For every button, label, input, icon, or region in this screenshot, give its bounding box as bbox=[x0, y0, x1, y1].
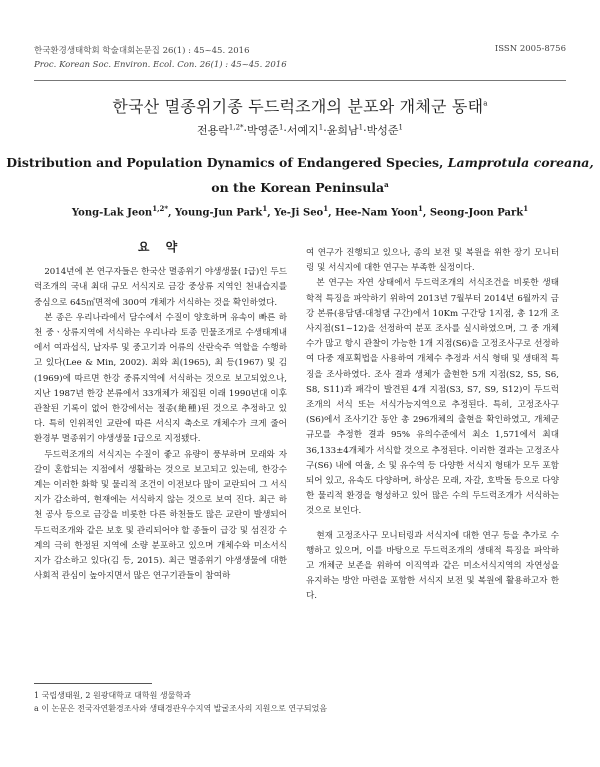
title-english-main: Distribution and Population Dynamics of Endangered Species, bbox=[6, 155, 444, 170]
footnote-funding: a 이 논문은 전국자연환경조사와 생태경관우수지역 발굴조사의 지원으로 연구되었음 bbox=[34, 704, 328, 713]
author-kr: 전용락 bbox=[197, 124, 229, 137]
abstract-paragraph: 본 종은 우리나라에서 담수에서 수질이 양호하며 유속이 빠른 하천 중ㆍ상류지역에 서식하는 우리나라 토종 민물조개로 수생태계내에서 여과섭식, 납자루 및 중고기과 어류의 산란숙주 역할을 수행하고 있다(Lee & Min, 2002). 최와 최(1965), 최 등(1967) 및 김(1969)에 따르면 한강 중류지역에 서식하는 것으로 보고되었으나, 지난 1987년 한강 본류에서 33개체가 채집된 이래 1990년대 이후 관찰된 기록이 없어 한강에서는 절종(絶種)된 것으로 추정하고 있다. 특히 인위적인 교란에 따른 서식지 축소로 개체수가 크게 줄어 환경부 멸종위기 야생생물 Ⅰ급으로 지정됐다. bbox=[34, 312, 287, 445]
author-kr: 서예지 bbox=[286, 124, 319, 137]
author-en-affil: 1,2* bbox=[152, 204, 169, 213]
title-korean bbox=[0, 94, 600, 117]
author-en-affil: 1 bbox=[417, 204, 423, 213]
author-en-affil: 1 bbox=[323, 204, 329, 213]
abstract-paragraph: 두드럭조개의 서식지는 수질이 좋고 유량이 풍부하며 모래와 자갈이 혼합되는 지점에서 생활하는 것으로 보고되고 있는데, 한강수계는 이러한 화학 및 물리적 조건이 이전보다 많이 교란되어 그 서식지가 감소하여, 현재에는 서식하지 않는 것으로 보여 진다. 최근 하천 공사 등으로 금강을 비롯한 다른 하천들도 많은 교란이 발생되어 두드럭조개와 같은 보호 및 관리되어야 할 종들이 급강 및 섬진강 수계의 극히 한정된 지역에 소량 분포하고 있으며 개체수와 미소서식지가 감소하고 있다(김 등, 2015). 최근 멸종위기 야생생물에 대한 사회적 관심이 높아지면서 많은 연구기관들이 참여하 bbox=[34, 449, 287, 582]
author-en: Seong-Joon Park bbox=[429, 207, 524, 219]
title-korean-text: 한국산 멸종위기종 두드럭조개의 분포와 개체군 동태 bbox=[112, 97, 484, 116]
author-en: Ye-Ji Seo bbox=[274, 207, 324, 219]
footnote-divider bbox=[34, 683, 152, 684]
author-kr-affil: 1,2* bbox=[228, 123, 244, 132]
title-english-species: Lamprotula coreana, bbox=[447, 155, 594, 170]
journal-header bbox=[34, 44, 287, 72]
author-kr: 박성준 bbox=[366, 124, 399, 137]
author-kr-affil: 1 bbox=[318, 123, 324, 132]
title-korean-sup: a bbox=[483, 99, 488, 108]
footnotes bbox=[34, 689, 327, 715]
issn: ISSN 2005-8756 bbox=[494, 44, 566, 54]
author-kr: 윤희남 bbox=[326, 124, 359, 137]
author-en: Hee-Nam Yoon bbox=[335, 207, 418, 219]
abstract-paragraph: 본 연구는 자연 상태에서 두드럭조개의 서식조건을 비롯한 생태학적 특징을 파악하기 위하여 2013년 7월부터 2014년 6월까지 금강 본류(용담댐-대청댐 구간)에서 10Km 구간당 1지점, 총 12개 조사지점(S1~12)을 선정하여 분포 조사를 실시하였으며, 그 중 개체수가 많고 항시 관찰이 가능한 1개 지점(S6)을 고정조사구로 선정하여 다중 재포획법을 사용하여 개체수 추정과 서식 형태 및 생태적 특징을 조사하였다. 조사 결과 생체가 출현한 5개 지점(S2, S5, S6, S8, S11)과 패각이 발견된 4개 지점(S3, S7, S9, S12)이 두드럭조개의 서식 또는 서식가능지역으로 추정된다. 특히, 고정조사구(S6)에서 조사기간 동안 총 296개체의 출현을 확인하였고, 개체군 규모를 추정한 결과 95% 유의수준에서 최소 1,571에서 최대 36,133±4개체가 서식할 것으로 추정된다. 이러한 결과는 고정조사구(S6) 내에 여울, 소 및 유수역 등 다양한 서식지 형태가 모두 포함되어 있고, 유속도 다양하며, 하상은 모래, 자갈, 호박돌 등으로 다양한 물리적 환경을 형성하고 있어 많은 수의 두드럭조개가 서식하는 것으로 보인다. bbox=[306, 278, 559, 517]
author-kr-affil: 1 bbox=[278, 123, 284, 132]
abstract-left-column bbox=[34, 232, 287, 584]
abstract-paragraph: 현재 고정조사구 모니터링과 서식지에 대한 연구 등을 추가로 수행하고 있으며, 이를 바탕으로 두드럭조개의 생태적 특징을 파악하고 개체군 보존을 위하여 이직역과 같은 미소서식지역의 자연성을 유지하는 방안 마련을 포함한 서식지 보전 및 복원에 활용하고자 한다. bbox=[306, 530, 559, 602]
abstract-paragraph: 여 연구가 진행되고 있으나, 종의 보전 및 복원을 위한 장기 모니터링 및 서식지에 대한 연구는 부족한 실정이다. bbox=[306, 248, 559, 274]
title-english-tail: on the Korean Peninsula bbox=[211, 180, 385, 196]
author-kr-affil: 1 bbox=[398, 123, 403, 132]
abstract-right-column bbox=[306, 246, 559, 605]
authors-korean: 전용락$^{1,2*}$·박영준$^1$·서예지$^1$·윤희남$^1$·박성준$^1$ bbox=[197, 123, 403, 137]
author-kr-affil: 1 bbox=[358, 123, 364, 132]
title-english-sup: a bbox=[384, 180, 389, 189]
author-en-affil: 1 bbox=[523, 204, 529, 213]
journal-name-english: Proc. Korean Soc. Environ. Ecol. Con. 26(1) : 45~45. 2016 bbox=[34, 60, 287, 70]
authors-english: Yong-Lak Jeon$^{1,2*}$, Young-Jun Park$^1$, Ye-Ji Seo$^1$, Hee-Nam Yoon$^1$, Seong-Joon Park$^1$ bbox=[71, 204, 529, 219]
journal-name-korean: 한국환경생태학회 학술대회논문집 26(1) : 45~45. 2016 bbox=[34, 46, 250, 56]
abstract-heading: 요 약 bbox=[137, 240, 184, 254]
author-en-affil: 1 bbox=[262, 204, 268, 213]
header-divider bbox=[34, 80, 566, 81]
author-kr: 박영준 bbox=[247, 124, 279, 137]
abstract-paragraph: 2014년에 본 연구자들은 한국산 멸종위기 야생생물( I급)인 두드럭조개의 국내 최대 규모 서식지로 금강 중상류 지역인 천내습지를 중심으로 645㎡면적에 300여 개체가 서식하는 것을 확인하였다. bbox=[34, 267, 287, 308]
title-english bbox=[0, 152, 600, 199]
author-en: Yong-Lak Jeon bbox=[71, 207, 153, 219]
footnote-affiliation: 1 국립생태원, 2 원광대학교 대학원 생물학과 bbox=[34, 691, 191, 700]
author-en: Young-Jun Park bbox=[175, 207, 263, 219]
